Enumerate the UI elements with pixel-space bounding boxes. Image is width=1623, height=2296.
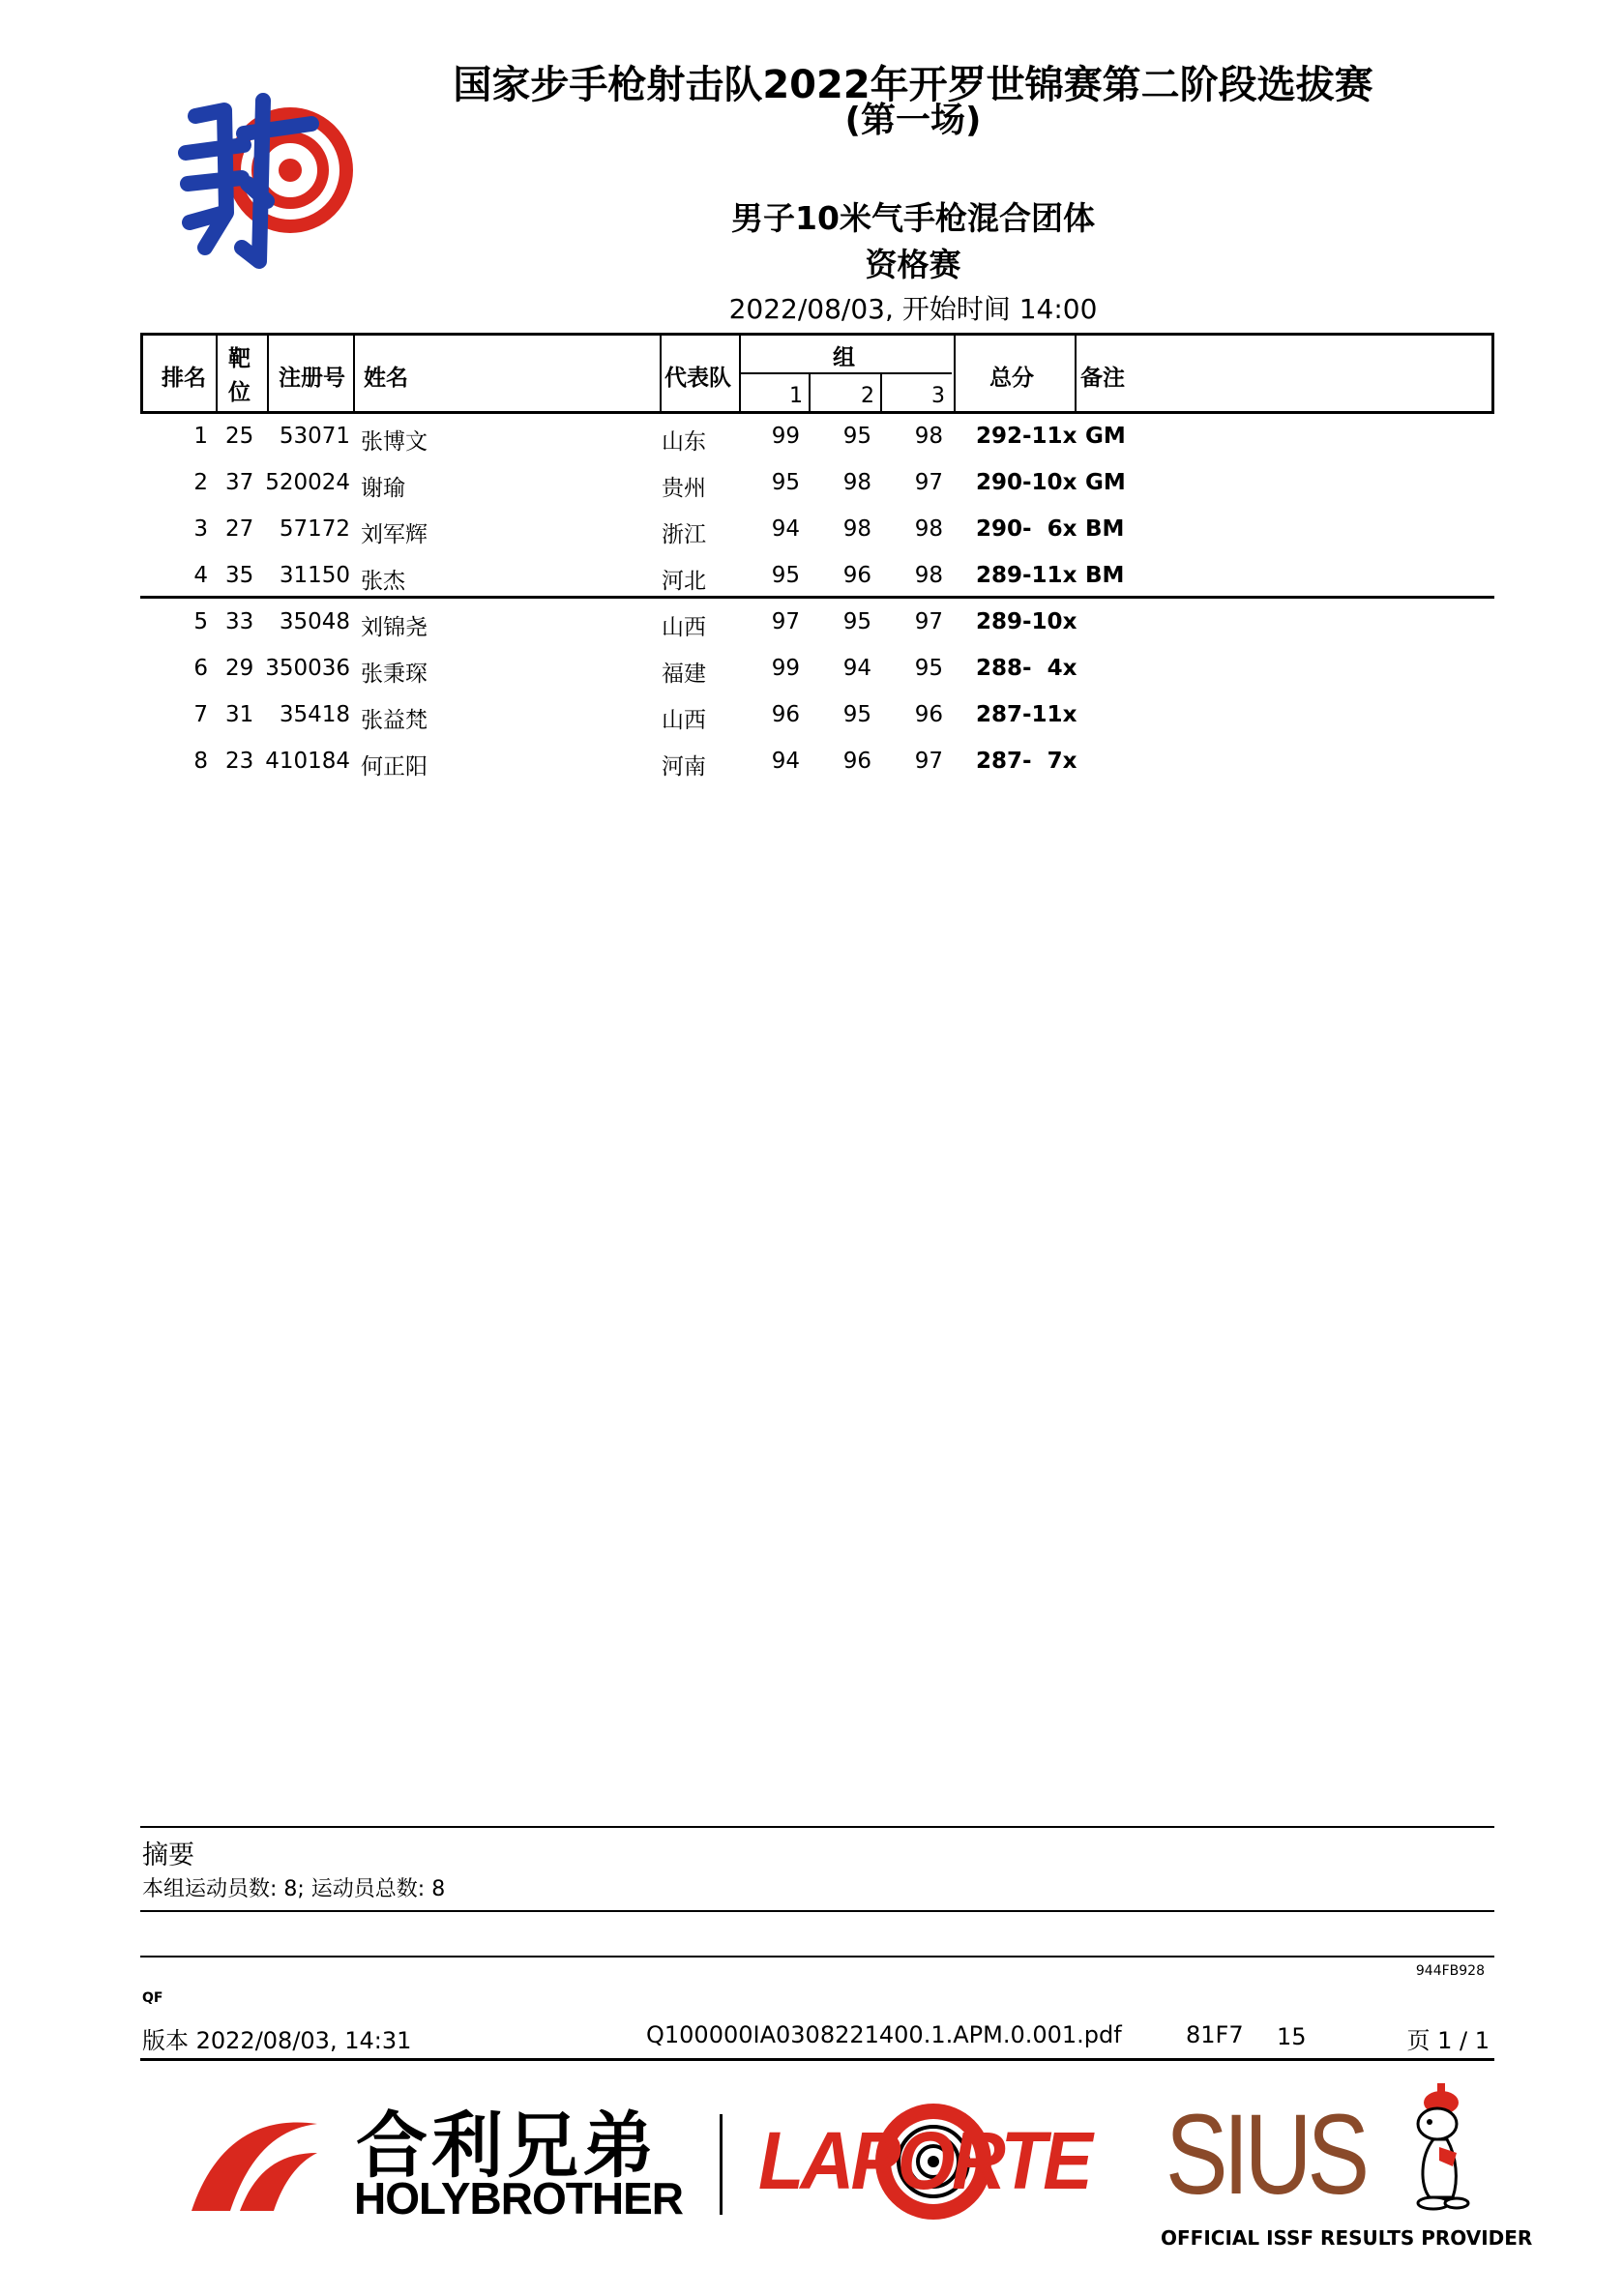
series-3: 97 xyxy=(914,609,943,634)
series-1: 95 xyxy=(771,470,800,495)
rank: 1 xyxy=(193,424,208,449)
file-name: Q100000IA0308221400.1.APM.0.001.pdf xyxy=(646,2021,1122,2048)
table-row xyxy=(140,460,1494,505)
target: 23 xyxy=(225,749,254,774)
athlete-name: 刘锦尧 xyxy=(361,615,428,640)
series-2: 95 xyxy=(842,702,871,727)
rank: 6 xyxy=(193,656,208,681)
reg-no: 57172 xyxy=(279,516,350,542)
table-row xyxy=(140,692,1494,737)
target: 33 xyxy=(225,609,254,634)
sius-logo: SIUS xyxy=(1166,2091,1366,2219)
doc-number: 15 xyxy=(1277,2023,1307,2050)
remark: BM xyxy=(1085,563,1125,588)
sius-tagline: OFFICIAL ISSF RESULTS PROVIDER xyxy=(1161,2226,1533,2250)
team: 福建 xyxy=(662,662,706,687)
team: 山东 xyxy=(662,429,706,455)
page-title: 国家步手枪射击队2022年开罗世锦赛第二阶段选拔赛 xyxy=(453,63,1373,107)
results-table-header xyxy=(140,333,1494,414)
remark: BM xyxy=(1085,516,1125,542)
holybrother-en: HOLYBROTHER xyxy=(354,2173,683,2223)
col-remarks: 备注 xyxy=(1080,366,1125,391)
qf-label: QF xyxy=(142,1990,163,2006)
target: 31 xyxy=(225,702,254,727)
stage-name: 资格赛 xyxy=(865,246,961,283)
series-3: 98 xyxy=(914,516,943,542)
page-title-sub: (第一场) xyxy=(844,101,982,140)
reg-no: 410184 xyxy=(265,749,350,774)
total-score: 289-10x xyxy=(976,609,1077,634)
version-info: 版本 2022/08/03, 14:31 xyxy=(142,2027,412,2054)
total-score: 289-11x xyxy=(976,563,1077,588)
rank: 7 xyxy=(193,702,208,727)
col-series: 组 xyxy=(833,345,855,370)
team: 浙江 xyxy=(662,522,706,547)
page-number: 页 1 / 1 xyxy=(1406,2027,1490,2054)
series-1: 97 xyxy=(771,609,800,634)
sponsor-top-line xyxy=(140,2058,1494,2061)
series-1: 94 xyxy=(771,749,800,774)
series-1: 96 xyxy=(771,702,800,727)
col-name: 姓名 xyxy=(364,366,408,391)
series-3: 97 xyxy=(914,749,943,774)
col-series-2: 2 xyxy=(861,384,874,408)
holybrother-cn: 合利兄弟 xyxy=(356,2105,658,2188)
table-row xyxy=(140,600,1494,644)
target: 27 xyxy=(225,516,254,542)
col-rank: 排名 xyxy=(162,366,206,391)
total-score: 288- 4x xyxy=(976,656,1077,681)
col-total: 总分 xyxy=(989,366,1034,391)
series-2: 96 xyxy=(842,749,871,774)
athlete-name: 张杰 xyxy=(361,569,405,594)
table-row xyxy=(140,507,1494,551)
athlete-name: 刘军辉 xyxy=(361,522,428,547)
remark: GM xyxy=(1085,470,1126,495)
holybrother-logo xyxy=(172,2095,327,2221)
reg-no: 35418 xyxy=(279,702,350,727)
laporte-logo: LAPORTE xyxy=(758,2115,1090,2206)
athlete-name: 张益梵 xyxy=(361,708,428,733)
total-score: 287-11x xyxy=(976,702,1077,727)
rank: 4 xyxy=(193,563,208,588)
rank: 3 xyxy=(193,516,208,542)
col-target-a: 靶 xyxy=(228,346,251,371)
total-score: 290-10x xyxy=(976,470,1077,495)
rank: 2 xyxy=(193,470,208,495)
table-row xyxy=(140,739,1494,783)
total-score: 292-11x xyxy=(976,424,1077,449)
athlete-name: 张秉琛 xyxy=(361,662,428,687)
target: 29 xyxy=(225,656,254,681)
series-3: 98 xyxy=(914,424,943,449)
series-3: 98 xyxy=(914,563,943,588)
total-score: 287- 7x xyxy=(976,749,1077,774)
sponsor-divider xyxy=(720,2114,723,2215)
col-target-b: 位 xyxy=(228,380,251,405)
table-row xyxy=(140,553,1494,598)
reg-no: 350036 xyxy=(265,656,350,681)
series-2: 98 xyxy=(842,470,871,495)
series-2: 95 xyxy=(842,424,871,449)
checksum: 81F7 xyxy=(1186,2021,1244,2048)
athlete-name: 张博文 xyxy=(361,429,428,455)
col-series-1: 1 xyxy=(789,384,803,408)
total-score: 290- 6x xyxy=(976,516,1077,542)
series-1: 95 xyxy=(771,563,800,588)
event-name: 男子10米气手枪混合团体 xyxy=(731,199,1095,237)
reg-no: 53071 xyxy=(279,424,350,449)
athlete-name: 谢瑜 xyxy=(361,476,405,501)
series-2: 98 xyxy=(842,516,871,542)
rank: 5 xyxy=(193,609,208,634)
col-team: 代表队 xyxy=(664,366,731,391)
table-row xyxy=(140,414,1494,458)
team: 山西 xyxy=(662,615,706,640)
reg-no: 31150 xyxy=(279,563,350,588)
rank: 8 xyxy=(193,749,208,774)
summary-top-line xyxy=(140,1826,1494,1828)
summary-text: 本组运动员数: 8; 运动员总数: 8 xyxy=(142,1877,446,1901)
team: 河南 xyxy=(662,754,706,780)
remark: GM xyxy=(1085,424,1126,449)
series-2: 96 xyxy=(842,563,871,588)
series-3: 97 xyxy=(914,470,943,495)
sius-mascot-icon xyxy=(1401,2079,1478,2215)
target: 25 xyxy=(225,424,254,449)
series-3: 96 xyxy=(914,702,943,727)
series-1: 99 xyxy=(771,656,800,681)
series-3: 95 xyxy=(914,656,943,681)
series-2: 94 xyxy=(842,656,871,681)
table-row xyxy=(140,646,1494,691)
series-2: 95 xyxy=(842,609,871,634)
reg-no: 35048 xyxy=(279,609,350,634)
series-1: 94 xyxy=(771,516,800,542)
summary-bottom-line xyxy=(140,1910,1494,1912)
col-reg-no: 注册号 xyxy=(279,366,345,391)
series-1: 99 xyxy=(771,424,800,449)
team: 山西 xyxy=(662,708,706,733)
target: 37 xyxy=(225,470,254,495)
doc-code: 944FB928 xyxy=(1415,1963,1485,1979)
col-series-3: 3 xyxy=(931,384,945,408)
event-datetime: 2022/08/03, 开始时间 14:00 xyxy=(728,293,1098,325)
summary-title: 摘要 xyxy=(142,1840,194,1870)
target: 35 xyxy=(225,563,254,588)
footer-top-line xyxy=(140,1956,1494,1957)
team: 贵州 xyxy=(662,476,706,501)
finalist-cutoff-line xyxy=(140,596,1494,599)
reg-no: 520024 xyxy=(265,470,350,495)
team: 河北 xyxy=(662,569,706,594)
athlete-name: 何正阳 xyxy=(361,754,428,780)
